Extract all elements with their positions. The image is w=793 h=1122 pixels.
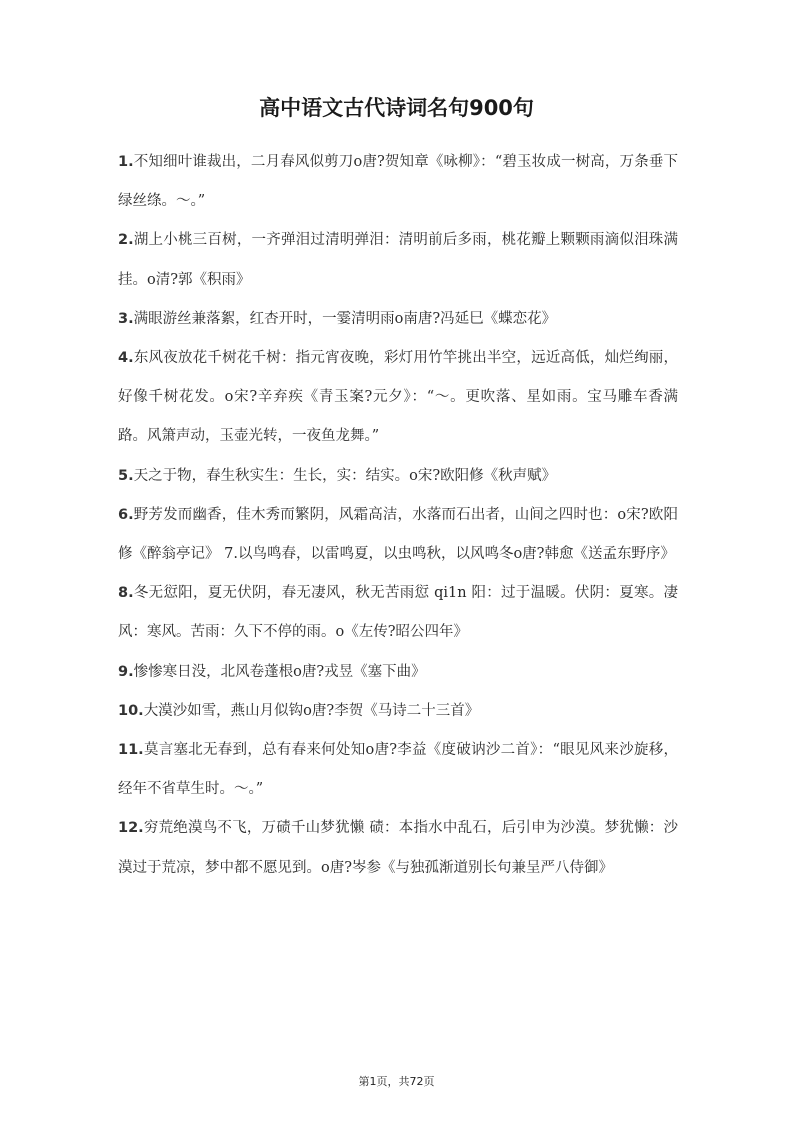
paragraph-text: 穷荒绝漠鸟不飞，万碛千山梦犹懒 碛：本指水中乱石，后引申为沙漠。梦犹懒：沙漠过于荒凉，梦中都不愿见到。o唐?岑参《与独孤渐道别长句兼呈严八侍御》 bbox=[118, 820, 678, 876]
paragraph-3 bbox=[118, 300, 678, 339]
paragraph-text: 满眼游丝兼落絮，红杏开时，一霎清明雨o南唐?冯延巳《蝶恋花》 bbox=[133, 310, 557, 327]
paragraph-text: 大漠沙如雪，燕山月似钩o唐?李贺《马诗二十三首》 bbox=[143, 702, 480, 719]
paragraph-text: 天之于物，春生秋实生：生长，实：结实。o宋?欧阳修《秋声赋》 bbox=[133, 467, 557, 484]
item-number: 10. bbox=[118, 702, 144, 719]
item-number: 11. bbox=[118, 742, 144, 759]
paragraph-6 bbox=[118, 496, 678, 574]
paragraph-text: 冬无愆阳，夏无伏阴，春无凄风，秋无苦雨愆 qi1n 阳：过于温暖。伏阴：夏寒。凄风：寒风。苦雨：久下不停的雨。o《左传?昭公四年》 bbox=[118, 585, 678, 641]
item-number: 12. bbox=[118, 820, 144, 837]
paragraph-text: 野芳发而幽香，佳木秀而繁阴，风霜高洁，水落而石出者，山间之四时也：o宋?欧阳修《醉翁亭记》 7.以鸟鸣春，以雷鸣夏，以虫鸣秋，以风鸣冬o唐?韩愈《送孟东野序》 bbox=[118, 506, 678, 563]
document-body bbox=[118, 143, 678, 888]
page-footer: 第1页，共72页 bbox=[358, 1075, 435, 1088]
item-number: 9. bbox=[118, 663, 134, 680]
item-number: 8. bbox=[118, 585, 134, 602]
paragraph-12 bbox=[118, 809, 678, 887]
item-number: 5. bbox=[118, 467, 134, 484]
paragraph-text: 不知细叶谁裁出，二月春风似剪刀o唐?贺知章《咏柳》：“碧玉妆成一树高，万条垂下绿丝绦。～。” bbox=[118, 154, 678, 210]
item-number: 1. bbox=[118, 154, 134, 170]
paragraph-2 bbox=[118, 221, 678, 299]
item-number: 3. bbox=[118, 310, 134, 327]
paragraph-1 bbox=[118, 143, 678, 221]
paragraph-10 bbox=[118, 692, 678, 731]
paragraph-text: 莫言塞北无春到，总有春来何处知o唐?李益《度破讷沙二首》：“眼见风来沙旋移，经年不省草生时。～。” bbox=[118, 742, 678, 798]
paragraph-9 bbox=[118, 653, 678, 692]
paragraph-4 bbox=[118, 339, 678, 457]
page-title: 高中语文古代诗词名句900句 bbox=[259, 96, 534, 120]
paragraph-text: 湖上小桃三百树，一齐弹泪过清明弹泪：清明前后多雨，桃花瓣上颗颗雨滴似泪珠满挂。o清?郭《积雨》 bbox=[118, 232, 678, 288]
paragraph-text: 惨惨寒日没，北风卷蓬根o唐?戎昱《塞下曲》 bbox=[133, 663, 426, 680]
paragraph-11 bbox=[118, 731, 678, 809]
item-number: 4. bbox=[118, 350, 134, 367]
paragraph-text: 东风夜放花千树花千树：指元宵夜晚，彩灯用竹竿挑出半空，远近高低，灿烂绚丽，好像千树花发。o宋?辛弃疾《青玉案?元夕》：“～。更吹落、星如雨。宝马雕车香满路。风箫声动，玉壶光转，一夜鱼龙舞。” bbox=[118, 350, 678, 445]
item-number: 2. bbox=[118, 232, 134, 249]
paragraph-8 bbox=[118, 574, 678, 652]
paragraph-5 bbox=[118, 457, 678, 496]
item-number: 6. bbox=[118, 506, 134, 523]
